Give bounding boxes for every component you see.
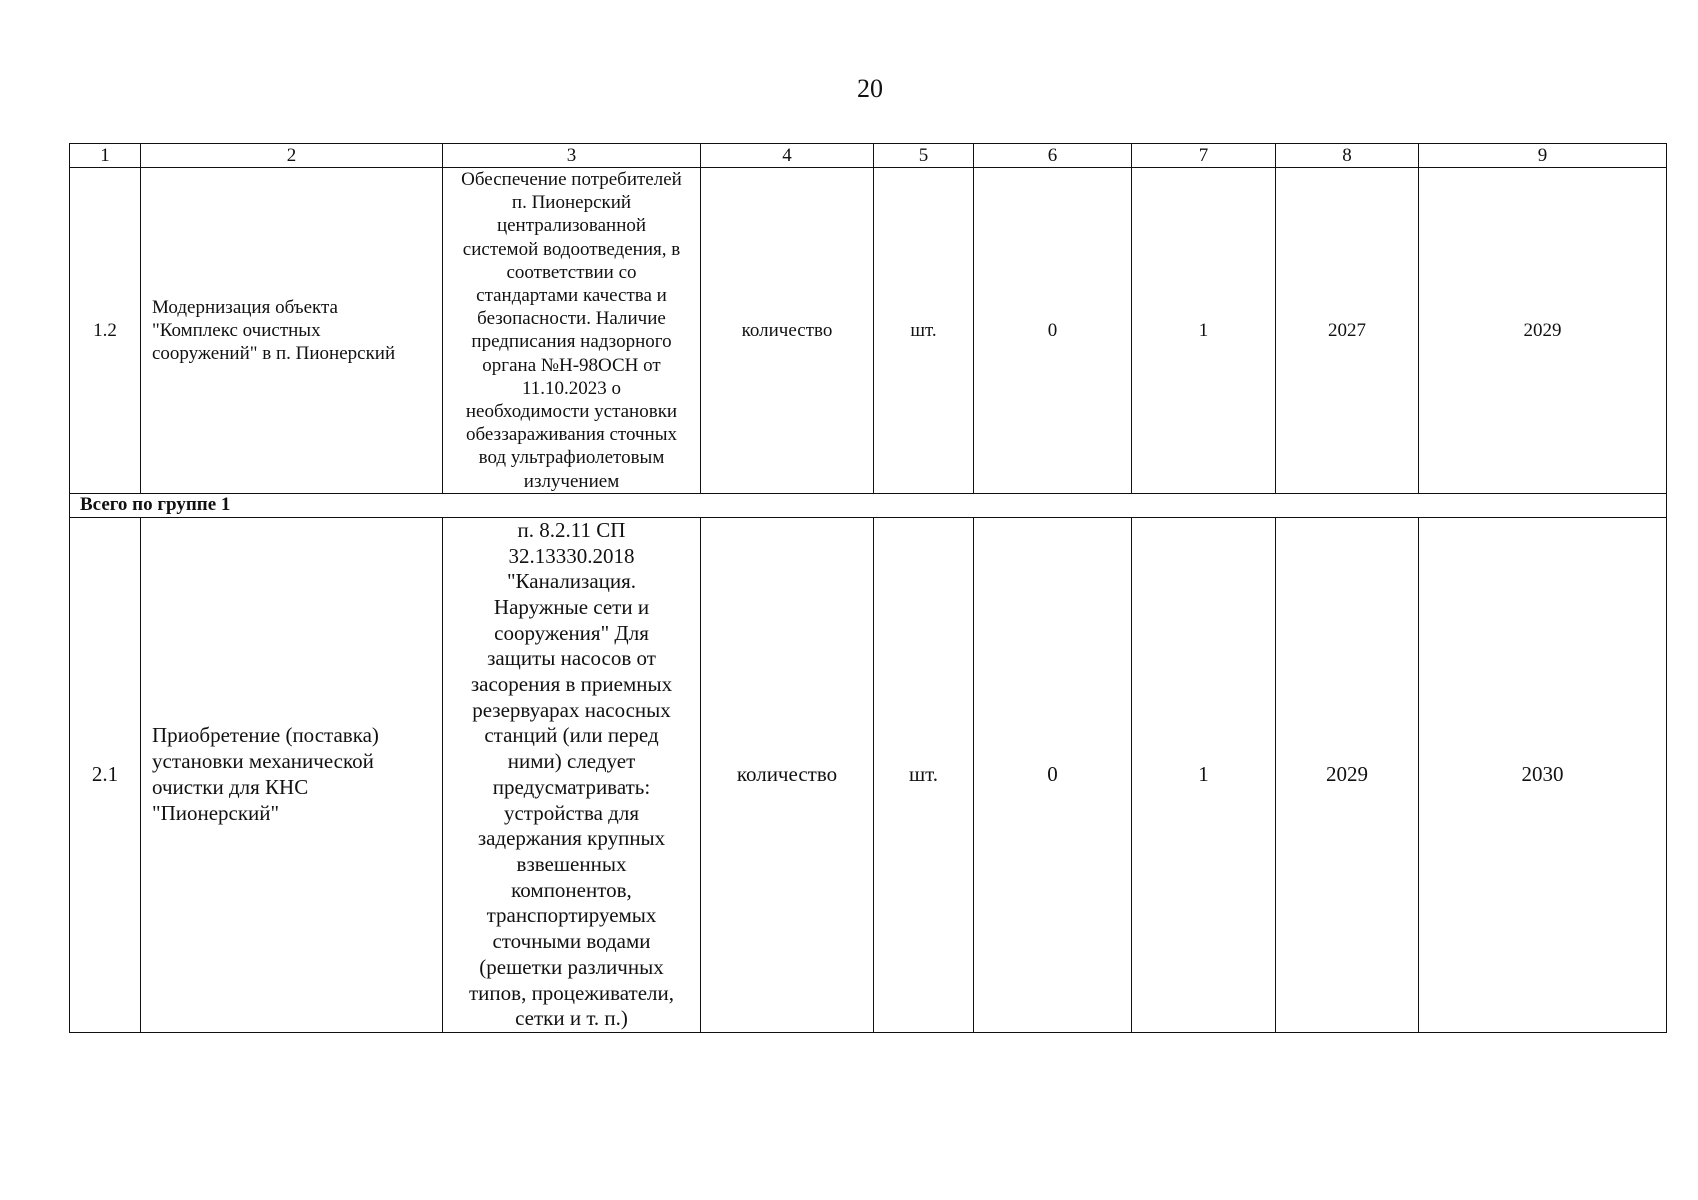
unit: шт. — [874, 168, 974, 494]
row-number: 1.2 — [70, 168, 141, 494]
column-header-9: 9 — [1419, 144, 1667, 168]
column-header-7: 7 — [1132, 144, 1276, 168]
value-after: 1 — [1132, 168, 1276, 494]
column-header-2: 2 — [141, 144, 443, 168]
value-before: 0 — [974, 517, 1132, 1032]
table-row — [70, 168, 1667, 494]
column-header-5: 5 — [874, 144, 974, 168]
column-header-4: 4 — [701, 144, 874, 168]
row-number: 2.1 — [70, 517, 141, 1032]
column-header-1: 1 — [70, 144, 141, 168]
value-before: 0 — [974, 168, 1132, 494]
measure-name: Модернизация объекта "Комплекс очистных сооружений" в п. Пионерский — [141, 168, 443, 494]
page-number: 20 — [857, 74, 883, 103]
value-after: 1 — [1132, 517, 1276, 1032]
indicator: количество — [701, 168, 874, 494]
table-row — [70, 517, 1667, 1032]
indicator: количество — [701, 517, 874, 1032]
justification: п. 8.2.11 СП 32.13330.2018 "Канализация. Наружные сети и сооружения" Для защиты насосов от засорения в приемных резервуарах насосных станций (или перед ними) следует предусматривать: устройства для задержания крупных взвешенных компонентов, транспортируемых сточными водами (решетки различных типов, процеживатели, сетки и т. п.) — [443, 517, 701, 1032]
measure-name: Приобретение (поставка) установки механической очистки для КНС "Пионерский" — [141, 517, 443, 1032]
year-end: 2030 — [1419, 517, 1667, 1032]
column-header-3: 3 — [443, 144, 701, 168]
year-start: 2027 — [1276, 168, 1419, 494]
column-header-8: 8 — [1276, 144, 1419, 168]
justification: Обеспечение потребителей п. Пионерский централизованной системой водоотведения, в соответствии со стандартами качества и безопасности. Наличие предписания надзорного органа №Н-98ОСН от 11.10.2023 о необходимости установки обеззараживания сточных вод ультрафиолетовым излучением — [443, 168, 701, 494]
group-total-row — [70, 493, 1667, 517]
year-start: 2029 — [1276, 517, 1419, 1032]
group-total-label: Всего по группе 1 — [70, 493, 1667, 517]
year-end: 2029 — [1419, 168, 1667, 494]
measures-table — [69, 143, 1667, 1033]
column-header-6: 6 — [974, 144, 1132, 168]
unit: шт. — [874, 517, 974, 1032]
column-number-row — [70, 144, 1667, 168]
